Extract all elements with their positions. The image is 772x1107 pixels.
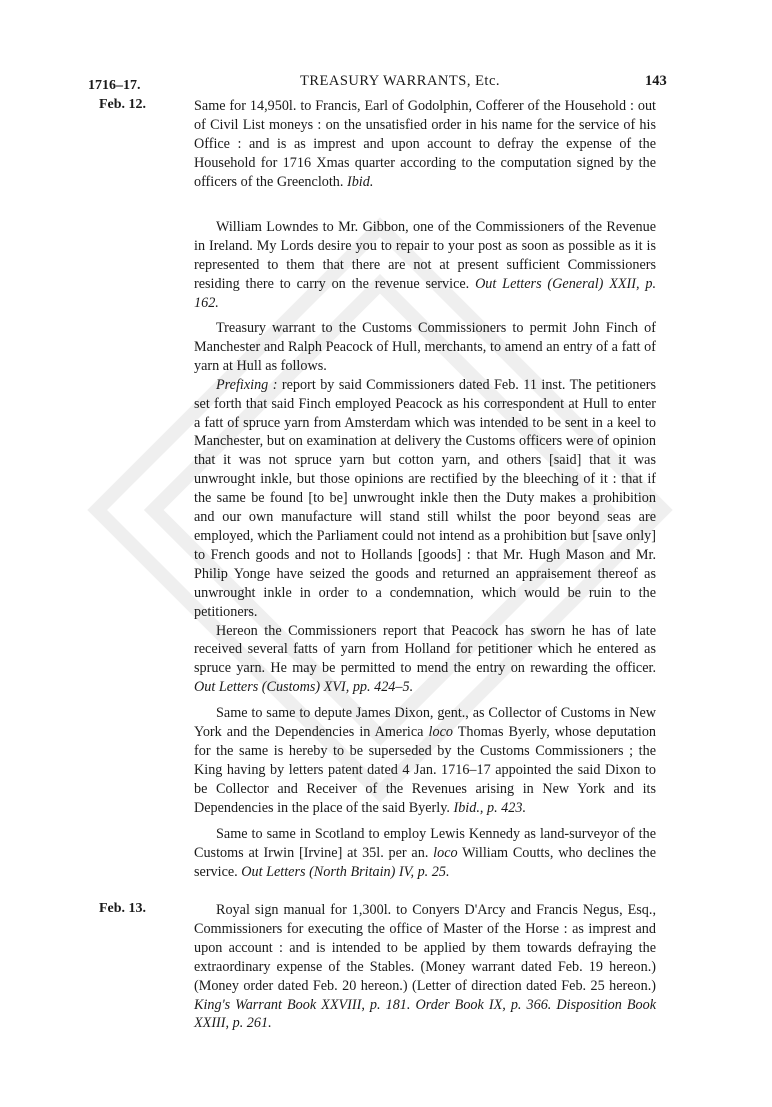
entry-godolphin [194, 97, 656, 192]
entry-dixon [194, 704, 656, 817]
entry-text-a: Same to same to depute James Dixon, gent., as Collector of Customs in New York and the Dependencies in America [194, 705, 656, 740]
entry-text: Treasury warrant to the Customs Commissioners to permit John Finch of Manchester and Ralph Peacock of Hull, merchants, to amend an entry of a fatt of yarn at Hull as follows. [194, 320, 656, 374]
entry-reference: Out Letters (General) XXII, p. 162. [194, 275, 657, 311]
entry-text-b: Thomas Byerly, whose deputation for the same is hereby to be superseded by the Customs Commissioners ; the King having by letters patent dated 4 Jan. 1716–17 appointed the said Dixon to be Collector and Receiver of the Revenues arising in New York and its Dependencies in the place of the said Byerly. [194, 723, 657, 816]
entry-lowndes-gibbon [194, 218, 656, 313]
margin-year: 1716–17. [88, 78, 141, 93]
prefixing-text: report by said Commissioners dated Feb. 11 inst. The petitioners set forth that said Finch employed Peacock as his correspondent at Hull to enter a fatt of spruce yarn from Amsterdam which was intended to be sent in a keel to Manchester, but on examination at delivery the Customs officers were of opinion that it was not spruce yarn but cotton yarn, and others [said] that it was unwrought inkle, but those opinions are rectified by the bleeching of it : that if the same be found [to be] unwrought inkle then the Duty makes a prohibition and our own manufacture will stand still whilst the poor beyond seas are employed, which the Parliament could not intend as a prohibition but [save only] to French goods and not to Hollands [goods] : that Mr. Hugh Mason and Mr. Philip Yonge have seized the goods and returned an appraisement thereof as unwrought inkle in order to a condemnation, which would be ruin to the petitioners. [194, 376, 657, 620]
margin-date-feb-13: Feb. 13. [99, 901, 147, 916]
running-title: TREASURY WARRANTS, Etc. [300, 73, 501, 89]
entry-reference-1: King's Warrant Book XXVIII, p. 181. [194, 996, 411, 1013]
loco-word: loco [433, 844, 458, 861]
entry-kennedy [194, 825, 656, 882]
entry-text: Royal sign manual for 1,300l. to Conyers D'Arcy and Francis Negus, Esq., Commissioners for executing the office of Master of the Horse : as imprest and upon account : and is intended to be applied by them towards defraying the extraordinary expense of the Stables. (Money warrant dated Feb. 19 hereon.) (Money order dated Feb. 20 hereon.) (Letter of direction dated Feb. 25 hereon.) [194, 902, 656, 994]
entry-reference: Out Letters (Customs) XVI, pp. 424–5. [194, 679, 414, 696]
entry-reference: Out Letters (North Britain) IV, p. 25. [241, 863, 450, 880]
entry-text: Same for 14,950l. to Francis, Earl of Godolphin, Cofferer of the Household : out of Civil List moneys : on the unsatisfied order in his name for the service of his Office : and is as imprest and upon account to defray the expense of the Household for 1716 Xmas quarter according to the computation signed by the officers of the Greencloth. [194, 98, 656, 190]
report-text: Hereon the Commissioners report that Peacock has sworn he has of late received several fatts of yarn from Holland for petitioner which he entered as spruce yarn. He may be permitted to mend the entry on rewarding the officer. [194, 622, 656, 677]
entry-text-a: Same to same in Scotland to employ Lewis Kennedy as land-surveyor of the Customs at Irwin [Irvine] at 35l. per an. [194, 826, 656, 861]
entry-reference: Ibid., p. 423. [453, 799, 526, 816]
entry-text: William Lowndes to Mr. Gibbon, one of the Commissioners of the Revenue in Ireland. My Lords desire you to repair to your post as soon as possible as it is represented to them that there are not at present sufficient Commissioners residing there to carry on the revenue service. [194, 219, 656, 292]
entry-reference-2: Order Book IX, p. 366. [415, 996, 552, 1013]
page-number: 143 [645, 73, 667, 89]
entry-darcy-negus [194, 901, 656, 1033]
margin-date-feb-12: Feb. 12. [99, 97, 147, 112]
entry-finch-peacock [194, 319, 656, 697]
entry-text-b: William Coutts, who declines the service. [194, 844, 657, 880]
entry-reference-3: Disposition Book XXIII, p. 261. [194, 996, 657, 1032]
prefixing-label: Prefixing : [216, 376, 278, 393]
entry-reference: Ibid. [346, 173, 374, 190]
loco-word: loco [428, 723, 453, 740]
